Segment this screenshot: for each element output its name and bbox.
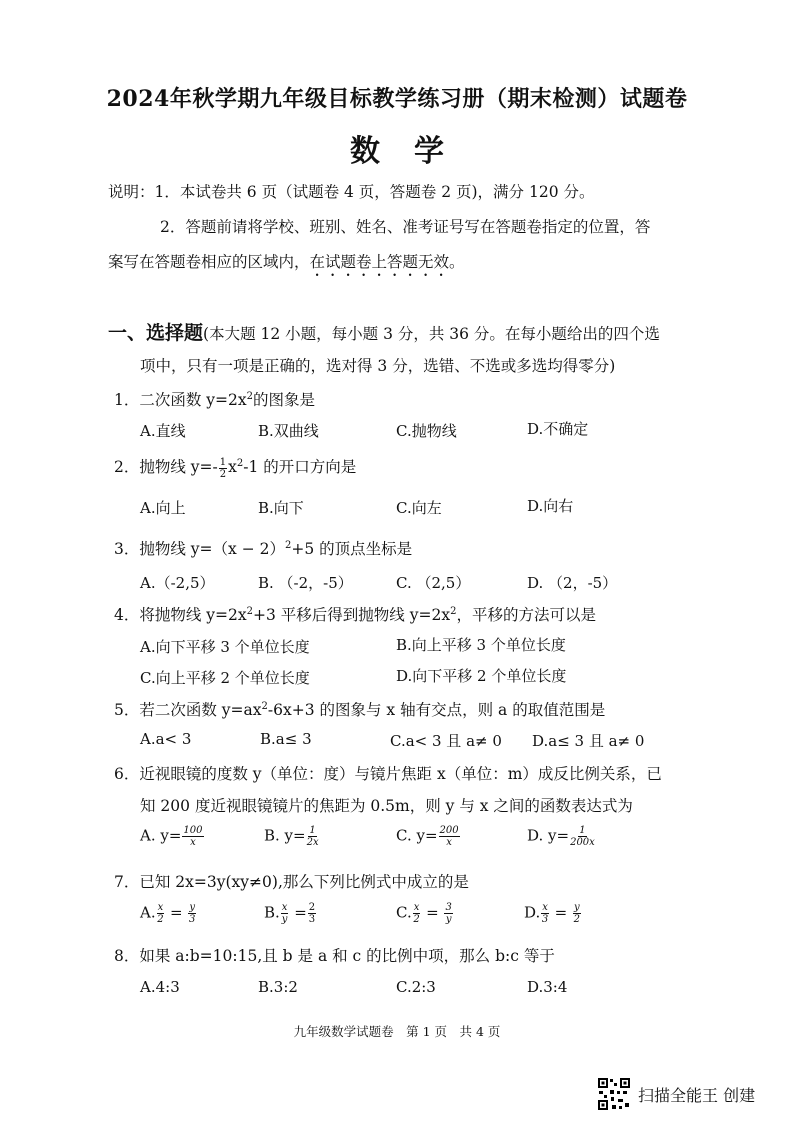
q1-option-a: A.直线 xyxy=(140,422,186,440)
q1-text-end: 的图象是 xyxy=(253,391,316,409)
q4-sup-1: 2 xyxy=(246,606,254,617)
instruction-3-text: 案写在答题卷相应的区域内， xyxy=(108,253,310,271)
q4-option-a: A.向下平移 3 个单位长度 xyxy=(140,638,310,656)
page-footer: 九年级数学试题卷 第 1 页 共 4 页 xyxy=(293,1024,501,1039)
q6-option-a xyxy=(140,825,205,848)
q6-d-den: 200x xyxy=(570,837,595,848)
q6-c-den: x xyxy=(446,837,452,848)
instruction-3-end: 。 xyxy=(449,253,465,271)
qr-code-icon xyxy=(597,1077,631,1111)
q7-d-d2: 2 xyxy=(573,914,581,925)
q7-c-n2: 3 xyxy=(445,902,452,913)
q2-text: 2．抛物线 y=- xyxy=(114,458,218,476)
question-3 xyxy=(114,537,412,559)
q2-fraction-den: 2 xyxy=(219,468,227,480)
q5-sup: 2 xyxy=(261,701,268,712)
question-2 xyxy=(114,455,356,480)
q4-text: 4．将抛物线 y=2x xyxy=(114,606,247,624)
q7-d-n1: x xyxy=(542,902,548,913)
q4-option-b: B.向上平移 3 个单位长度 xyxy=(396,636,566,654)
q7-d-eq: = xyxy=(549,903,573,922)
q2-option-a: A.向上 xyxy=(140,499,186,517)
exam-title: 2024年秋学期九年级目标教学练习册（期末检测）试题卷 xyxy=(106,86,688,112)
section-desc-1: (本大题 12 小题，每小题 3 分，共 36 分。在每小题给出的四个选 xyxy=(203,325,660,343)
section-title: 一、选择题 xyxy=(108,322,204,344)
scanner-watermark: 扫描全能王 创建 xyxy=(638,1086,756,1105)
q7-d-label: D. xyxy=(524,903,541,922)
q3-option-a: A.（-2,5） xyxy=(140,574,215,592)
q6-d-num: 1 xyxy=(579,825,586,836)
q7-b-n1: x xyxy=(281,902,288,913)
instruction-1: 说明：1．本试卷共 6 页（试题卷 4 页，答题卷 2 页)，满分 120 分。 xyxy=(108,183,595,201)
q2-var: x xyxy=(228,458,237,476)
q7-b-d2: 3 xyxy=(308,914,316,925)
q8-option-a: A.4:3 xyxy=(140,978,180,996)
q2-sup: 2 xyxy=(236,458,244,469)
q7-b-n2: 2 xyxy=(308,902,316,913)
q7-a-frac-1 xyxy=(157,902,165,925)
q7-c-frac-2 xyxy=(444,902,452,925)
q7-c-d1: 2 xyxy=(413,914,420,925)
q6-d-fraction xyxy=(570,825,595,848)
q1-text: 1．二次函数 y=2x xyxy=(114,391,247,409)
q5-option-d: D.a≤ 3 且 a≠ 0 xyxy=(532,732,645,750)
q4-text-mid: +3 平移后得到抛物线 y=2x xyxy=(253,606,451,624)
q7-d-frac-2 xyxy=(573,902,581,925)
q2-fraction xyxy=(219,457,227,480)
q5-option-c: C.a< 3 且 a≠ 0 xyxy=(390,732,502,750)
q3-text: 3．抛物线 y=（x − 2） xyxy=(114,540,285,558)
q7-d-d1: 3 xyxy=(541,914,549,925)
q7-d-frac-1 xyxy=(541,902,549,925)
q6-option-c xyxy=(396,825,461,848)
q6-c-num: 200 xyxy=(439,825,459,836)
q6-a-den: x xyxy=(190,837,196,848)
q7-c-eq: = xyxy=(421,903,444,922)
q7-b-eq: = xyxy=(289,903,307,922)
q7-a-d1: 2 xyxy=(157,914,164,925)
q1-option-c: C.抛物线 xyxy=(396,422,457,440)
emphasis-text: 在试题卷上答题无效 xyxy=(309,253,450,271)
q6-option-b xyxy=(264,825,320,848)
q2-option-d: D.向右 xyxy=(527,497,574,515)
q7-c-n1: x xyxy=(413,902,420,913)
instruction-2: 2．答题前请将学校、班别、姓名、准考证号写在答题卷指定的位置，答 xyxy=(160,218,651,236)
q6-b-label: B. y= xyxy=(264,826,306,845)
q5-text-end: -6x+3 的图象与 x 轴有交点，则 a 的取值范围是 xyxy=(267,701,606,719)
q6-option-d xyxy=(527,825,596,848)
q7-option-b xyxy=(264,902,317,925)
q7-option-d xyxy=(524,902,582,925)
q6-a-fraction xyxy=(182,825,203,848)
q7-option-c xyxy=(396,902,454,925)
q4-text-end: ，平移的方法可以是 xyxy=(456,606,596,624)
q7-a-label: A. xyxy=(140,903,156,922)
q7-a-frac-2 xyxy=(188,902,196,925)
q5-option-a: A.a< 3 xyxy=(140,730,192,748)
q4-option-d: D.向下平移 2 个单位长度 xyxy=(396,667,567,685)
q4-option-c: C.向上平移 2 个单位长度 xyxy=(140,669,310,687)
subject-title: 数学 xyxy=(350,134,478,169)
q5-text: 5．若二次函数 y=ax xyxy=(114,701,262,719)
q7-b-frac-1 xyxy=(281,902,289,925)
q7-a-n2: y xyxy=(189,902,196,913)
q2-fraction-num: 1 xyxy=(219,456,227,468)
instruction-3 xyxy=(108,250,465,280)
question-4 xyxy=(114,603,596,625)
q1-option-b: B.双曲线 xyxy=(258,422,319,440)
section-desc-2: 项中，只有一项是正确的，选对得 3 分，选错、不选或多选均得零分) xyxy=(140,357,616,375)
q7-c-frac-1 xyxy=(413,902,421,925)
q7-option-a xyxy=(140,902,197,925)
q7-c-label: C. xyxy=(396,903,412,922)
question-6-line-2: 知 200 度近视眼镜镜片的焦距为 0.5m，则 y 与 x 之间的函数表达式为 xyxy=(140,797,633,815)
q7-b-label: B. xyxy=(264,903,280,922)
question-1 xyxy=(114,388,315,410)
q6-d-label: D. y= xyxy=(527,826,570,845)
q3-option-d: D. （2，-5） xyxy=(527,574,618,592)
q6-a-label: A. y= xyxy=(140,826,182,845)
question-8: 8．如果 a:b=10:15,且 b 是 a 和 c 的比例中项，那么 b:c 等于 xyxy=(114,947,555,965)
q3-option-b: B. （-2，-5） xyxy=(258,574,353,592)
q8-option-c: C.2:3 xyxy=(396,978,436,996)
q2-option-b: B.向下 xyxy=(258,499,304,517)
q2-option-c: C.向左 xyxy=(396,499,442,517)
q7-b-d1: y xyxy=(281,914,288,925)
q6-b-num: 1 xyxy=(309,825,316,836)
q7-a-n1: x xyxy=(157,902,164,913)
q4-sup-2: 2 xyxy=(450,606,457,617)
q5-option-b: B.a≤ 3 xyxy=(260,730,312,748)
q7-a-eq: = xyxy=(165,903,188,922)
q3-option-c: C. （2,5） xyxy=(396,574,471,592)
q6-c-fraction xyxy=(439,825,460,848)
q6-c-label: C. y= xyxy=(396,826,438,845)
q8-option-d: D.3:4 xyxy=(527,978,568,996)
q3-text-end: +5 的顶点坐标是 xyxy=(291,540,413,558)
q3-sup: 2 xyxy=(284,540,292,551)
q8-option-b: B.3:2 xyxy=(258,978,298,996)
q6-b-den: 2x xyxy=(306,837,319,848)
question-6-line-1: 6．近视眼镜的度数 y（单位：度）与镜片焦距 x（单位：m）成反比例关系，已 xyxy=(114,765,662,783)
q7-a-d2: 3 xyxy=(189,914,196,925)
q2-text-end: -1 的开口方向是 xyxy=(243,458,357,476)
question-7: 7．已知 2x=3y(xy≠0),那么下列比例式中成立的是 xyxy=(114,873,469,891)
q6-a-num: 100 xyxy=(183,825,203,836)
q7-d-n2: y xyxy=(574,902,580,913)
q6-b-fraction xyxy=(307,825,319,848)
q1-option-d: D.不确定 xyxy=(527,420,589,438)
q7-b-frac-2 xyxy=(308,902,316,925)
q1-sup: 2 xyxy=(246,391,254,402)
q7-c-d2: y xyxy=(445,914,452,925)
question-5 xyxy=(114,698,605,720)
section-heading xyxy=(108,318,660,345)
